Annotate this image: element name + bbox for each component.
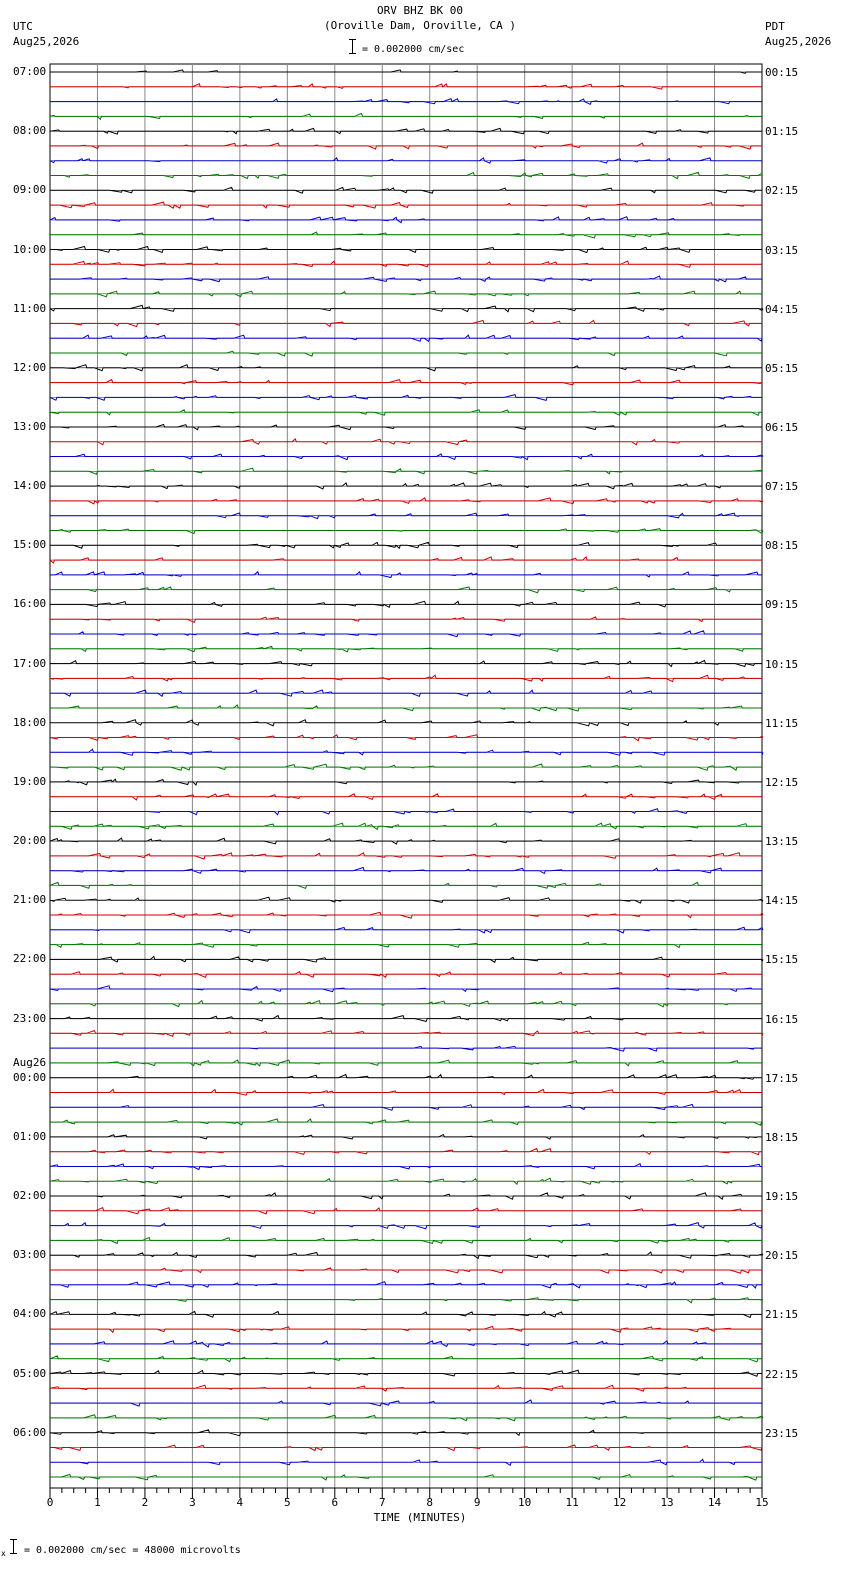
- seismic-trace: [50, 617, 762, 622]
- pdt-hour-label: 11:15: [765, 716, 799, 730]
- seismic-trace: [50, 1075, 762, 1080]
- seismic-trace: [50, 1268, 762, 1273]
- pdt-hour-label: 19:15: [765, 1190, 799, 1203]
- utc-hour-label: 07:00: [13, 65, 47, 78]
- calibration-bar-icon: [10, 1539, 17, 1554]
- seismic-trace: [50, 942, 762, 947]
- utc-hour-label: 23:00: [13, 1011, 47, 1025]
- date-change-label: Aug26: [13, 1055, 47, 1069]
- utc-hour-label: 00:00: [13, 1070, 47, 1084]
- x-tick-label: 12: [612, 1496, 627, 1509]
- calibration-label: = 0.002000 cm/sec = 48000 microvolts: [24, 1545, 241, 1556]
- utc-hour-label: 22:00: [13, 952, 47, 966]
- pdt-hour-label: 15:15: [765, 953, 799, 967]
- utc-hour-label: 12:00: [13, 360, 47, 374]
- x-tick-label: 6: [331, 1496, 339, 1509]
- utc-hour-label: 06:00: [13, 1425, 47, 1439]
- utc-hour-label: 16:00: [13, 597, 47, 611]
- utc-hour-label: 03:00: [13, 1248, 47, 1262]
- utc-hour-label: 01:00: [13, 1129, 47, 1143]
- utc-hour-label: 17:00: [13, 656, 47, 670]
- pdt-hour-label: 22:15: [765, 1367, 799, 1381]
- pdt-hour-label: 03:15: [765, 243, 799, 257]
- pdt-hour-label: 13:15: [765, 835, 799, 849]
- utc-hour-label: 18:00: [13, 715, 47, 729]
- x-tick-label: 7: [378, 1496, 386, 1509]
- x-tick-label: 9: [473, 1496, 481, 1509]
- utc-hour-label: 02:00: [13, 1189, 47, 1202]
- utc-hour-label: 05:00: [13, 1366, 47, 1380]
- pdt-hour-label: 00:15: [765, 66, 799, 79]
- pdt-hour-label: 12:15: [765, 775, 799, 789]
- utc-hour-label: 20:00: [13, 834, 47, 848]
- pdt-hour-label: 04:15: [765, 302, 799, 316]
- seismic-trace: [50, 380, 762, 385]
- x-tick-label: 14: [707, 1496, 722, 1509]
- utc-hour-label: 13:00: [13, 420, 47, 433]
- utc-hour-label: 19:00: [13, 774, 47, 788]
- calibration-marker: x: [1, 1549, 6, 1558]
- pdt-hour-label: 08:15: [765, 539, 799, 553]
- pdt-hour-label: 09:15: [765, 598, 799, 612]
- station-title: ORV BHZ BK 00: [376, 4, 464, 17]
- station-location: (Oroville Dam, Oroville, CA ): [323, 19, 517, 32]
- seismic-trace: [50, 232, 762, 238]
- utc-hour-label: 15:00: [13, 538, 47, 552]
- x-tick-label: 4: [236, 1496, 244, 1509]
- seismic-trace: [50, 1046, 762, 1051]
- utc-hour-label: 04:00: [13, 1307, 47, 1321]
- pdt-hour-label: 20:15: [765, 1249, 799, 1263]
- utc-hour-label: 21:00: [13, 893, 47, 907]
- utc-hour-label: 14:00: [13, 479, 47, 493]
- pdt-hour-label: 18:15: [765, 1130, 799, 1144]
- seismic-trace: [50, 1445, 762, 1451]
- x-tick-label: 5: [284, 1496, 291, 1509]
- scale-label: = 0.002000 cm/sec: [362, 44, 465, 55]
- seismic-trace: [50, 1298, 763, 1303]
- seismic-trace: [50, 529, 763, 534]
- pdt-hour-label: 02:15: [765, 184, 799, 198]
- seismic-trace: [50, 410, 762, 416]
- right-date: Aug25,2026: [765, 35, 832, 48]
- utc-hour-label: 11:00: [13, 301, 47, 315]
- pdt-hour-label: 23:15: [765, 1426, 799, 1440]
- utc-hour-label: 08:00: [13, 124, 47, 138]
- pdt-hour-label: 05:15: [765, 361, 799, 375]
- right-timezone: PDT: [765, 20, 785, 33]
- pdt-hour-label: 17:15: [765, 1071, 799, 1085]
- pdt-hour-label: 14:15: [765, 894, 799, 908]
- pdt-hour-label: 21:15: [765, 1308, 799, 1322]
- seismic-trace: [50, 351, 762, 356]
- x-tick-label: 8: [426, 1496, 434, 1509]
- x-tick-label: 3: [189, 1496, 196, 1509]
- x-tick-label: 13: [660, 1496, 674, 1509]
- seismic-trace: [50, 70, 762, 73]
- x-tick-label: 2: [141, 1496, 149, 1509]
- seismic-trace: [50, 84, 762, 89]
- left-date: Aug25,2026: [13, 35, 80, 48]
- pdt-hour-label: 16:15: [765, 1012, 799, 1026]
- x-axis-label: TIME (MINUTES): [373, 1511, 467, 1524]
- x-tick-label: 0: [46, 1496, 54, 1509]
- x-tick-label: 10: [518, 1496, 532, 1509]
- pdt-hour-label: 06:15: [765, 421, 799, 434]
- x-tick-label: 1: [94, 1496, 101, 1509]
- pdt-hour-label: 01:15: [765, 125, 799, 139]
- pdt-hour-label: 07:15: [765, 480, 799, 494]
- utc-hour-label: 09:00: [13, 183, 47, 197]
- left-timezone: UTC: [13, 20, 33, 33]
- x-tick-label: 11: [565, 1496, 579, 1509]
- pdt-hour-label: 10:15: [765, 657, 799, 671]
- utc-hour-label: 10:00: [13, 242, 47, 256]
- x-tick-label: 15: [755, 1496, 769, 1509]
